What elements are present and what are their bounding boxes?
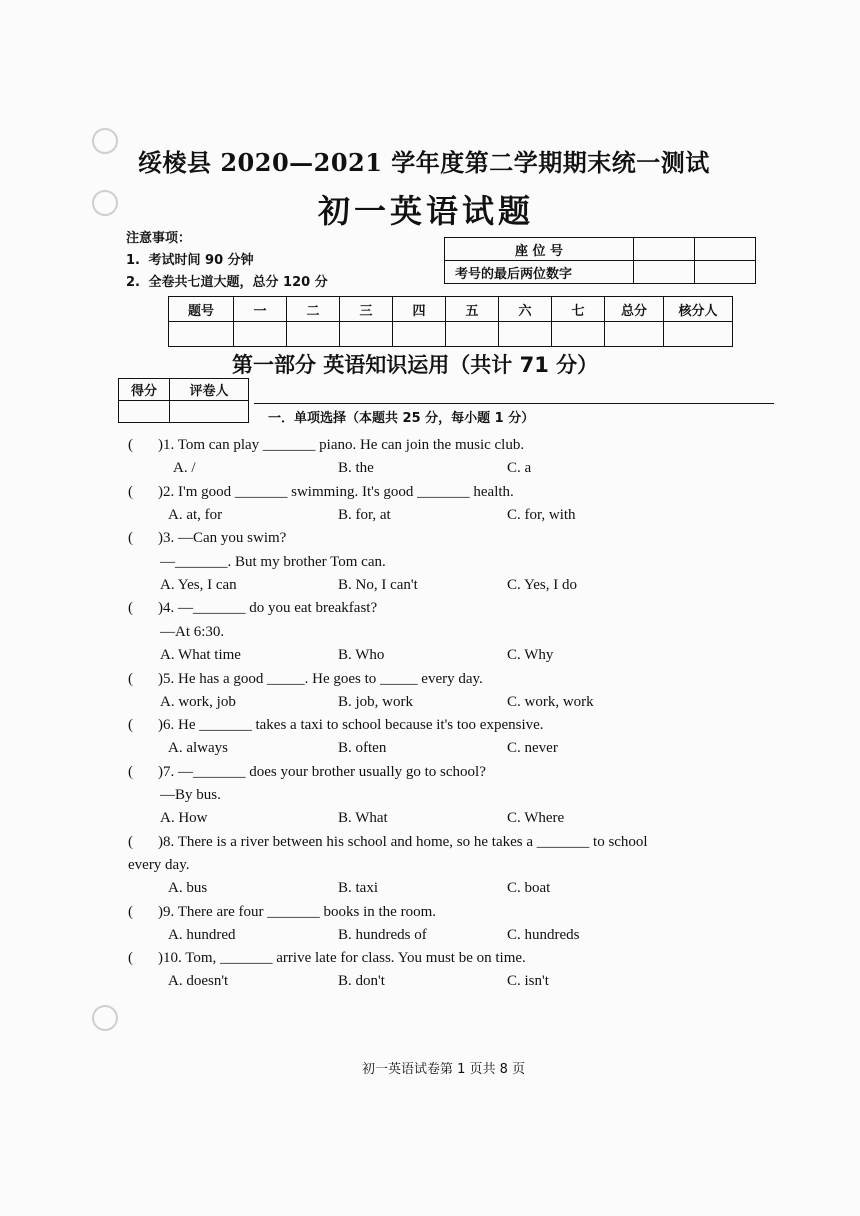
notes-item — [126, 272, 328, 294]
question-stem: )4. —_______ do you eat breakfast? — [158, 600, 378, 616]
option[interactable]: B. What — [338, 810, 388, 826]
score-header: 六 — [499, 297, 552, 322]
part-title: 第一部分 英语知识运用（共计 71 分） — [232, 353, 599, 377]
seat-label: 座 位 号 — [445, 238, 634, 261]
option[interactable]: A. hundred — [168, 927, 236, 943]
score-table — [168, 296, 733, 347]
score-header: 一 — [234, 297, 287, 322]
question-stem: )10. Tom, _______ arrive late for class. You must be on time. — [158, 950, 526, 966]
score-cell[interactable] — [287, 322, 340, 347]
question-stem: )8. There is a river between his school and home, so he takes a _______ to school — [158, 834, 648, 850]
score-header-row — [169, 297, 733, 322]
option[interactable]: C. work, work — [507, 694, 594, 710]
score-label: 得分 — [119, 379, 170, 401]
option[interactable]: A. / — [173, 460, 196, 476]
option[interactable]: B. taxi — [338, 880, 378, 896]
seat-number-box — [444, 237, 756, 284]
option[interactable]: A. at, for — [168, 507, 223, 523]
digit-cell[interactable] — [695, 261, 756, 284]
option[interactable]: B. often — [338, 740, 387, 756]
question-stem-continued: —_______. But my brother Tom can. — [160, 554, 386, 570]
score-header: 题号 — [169, 297, 234, 322]
answer-bracket[interactable]: ( — [128, 600, 133, 616]
seat-cell[interactable] — [634, 238, 695, 261]
score-blank[interactable] — [119, 401, 170, 423]
score-cell[interactable] — [664, 322, 733, 347]
option[interactable]: C. a — [507, 460, 532, 476]
binding-hole — [92, 1005, 118, 1031]
option[interactable]: A. Yes, I can — [160, 577, 237, 593]
score-header: 五 — [446, 297, 499, 322]
answer-bracket[interactable]: ( — [128, 950, 133, 966]
option[interactable]: C. for, with — [507, 507, 576, 523]
question-stem: )2. I'm good _______ swimming. It's good _______ health. — [158, 484, 514, 500]
option[interactable]: A. What time — [160, 647, 241, 663]
option[interactable]: B. the — [338, 460, 374, 476]
score-cell[interactable] — [552, 322, 605, 347]
option[interactable]: B. hundreds of — [338, 927, 427, 943]
exam-subtitle: 初一英语试题 — [318, 192, 535, 230]
score-cell[interactable] — [605, 322, 664, 347]
score-cell[interactable] — [446, 322, 499, 347]
binding-hole — [92, 190, 118, 216]
question-stem-continued: —By bus. — [160, 787, 221, 803]
option[interactable]: C. boat — [507, 880, 551, 896]
score-cell[interactable] — [169, 322, 234, 347]
notes-item-text: 全卷共七道大题，总分 120 分 — [148, 275, 328, 290]
section-divider — [254, 403, 774, 404]
notes-heading: 注意事项： — [126, 231, 192, 246]
question-stem: )5. He has a good _____. He goes to _____ every day. — [158, 671, 483, 687]
score-header: 核分人 — [664, 297, 733, 322]
option[interactable]: B. don't — [338, 973, 385, 989]
digits-label: 考号的最后两位数字 — [445, 261, 634, 284]
option[interactable]: C. Where — [507, 810, 565, 826]
answer-bracket[interactable]: ( — [128, 764, 133, 780]
page-footer: 初一英语试卷第 1 页共 8 页 — [362, 1062, 526, 1077]
grader-label: 评卷人 — [170, 379, 249, 401]
score-cell[interactable] — [393, 322, 446, 347]
score-cell[interactable] — [340, 322, 393, 347]
answer-bracket[interactable]: ( — [128, 904, 133, 920]
option[interactable]: B. job, work — [338, 694, 413, 710]
question-stem-continued: —At 6:30. — [160, 624, 225, 640]
option[interactable]: A. always — [168, 740, 228, 756]
score-cell[interactable] — [234, 322, 287, 347]
question-stem-continued: every day. — [128, 857, 190, 873]
answer-bracket[interactable]: ( — [128, 437, 133, 453]
answer-bracket[interactable]: ( — [128, 530, 133, 546]
notes-item — [126, 250, 328, 272]
score-header: 三 — [340, 297, 393, 322]
option[interactable]: B. No, I can't — [338, 577, 418, 593]
grader-blank[interactable] — [170, 401, 249, 423]
option[interactable]: A. doesn't — [168, 973, 229, 989]
option[interactable]: A. work, job — [160, 694, 236, 710]
notes-item-num: 1. — [126, 253, 140, 268]
answer-bracket[interactable]: ( — [128, 671, 133, 687]
option[interactable]: A. bus — [168, 880, 208, 896]
exam-title: 绥棱县 2020—2021 学年度第二学期期末统一测试 — [138, 148, 710, 177]
score-header: 总分 — [605, 297, 664, 322]
option[interactable]: C. never — [507, 740, 558, 756]
score-value-row — [169, 322, 733, 347]
seat-cell[interactable] — [695, 238, 756, 261]
option[interactable]: C. Why — [507, 647, 554, 663]
question-stem: )1. Tom can play _______ piano. He can join the music club. — [158, 437, 525, 453]
digit-cell[interactable] — [634, 261, 695, 284]
option[interactable]: C. hundreds — [507, 927, 580, 943]
answer-bracket[interactable]: ( — [128, 834, 133, 850]
notes-block — [126, 228, 328, 294]
binding-hole — [92, 128, 118, 154]
score-header: 二 — [287, 297, 340, 322]
score-header: 四 — [393, 297, 446, 322]
option[interactable]: B. Who — [338, 647, 385, 663]
grader-box — [118, 378, 249, 423]
notes-item-text: 考试时间 90 分钟 — [148, 253, 254, 268]
option[interactable]: C. isn't — [507, 973, 549, 989]
notes-item-num: 2. — [126, 275, 140, 290]
question-stem: )6. He _______ takes a taxi to school because it's too expensive. — [158, 717, 544, 733]
answer-bracket[interactable]: ( — [128, 484, 133, 500]
option[interactable]: C. Yes, I do — [507, 577, 578, 593]
answer-bracket[interactable]: ( — [128, 717, 133, 733]
score-header: 七 — [552, 297, 605, 322]
section-title: 一．单项选择（本题共 25 分，每小题 1 分） — [268, 411, 535, 426]
option[interactable]: B. for, at — [338, 507, 391, 523]
score-cell[interactable] — [499, 322, 552, 347]
question-stem: )7. —_______ does your brother usually go to school? — [158, 764, 486, 780]
option[interactable]: A. How — [160, 810, 208, 826]
question-stem: )9. There are four _______ books in the room. — [158, 904, 436, 920]
question-stem: )3. —Can you swim? — [158, 530, 287, 546]
